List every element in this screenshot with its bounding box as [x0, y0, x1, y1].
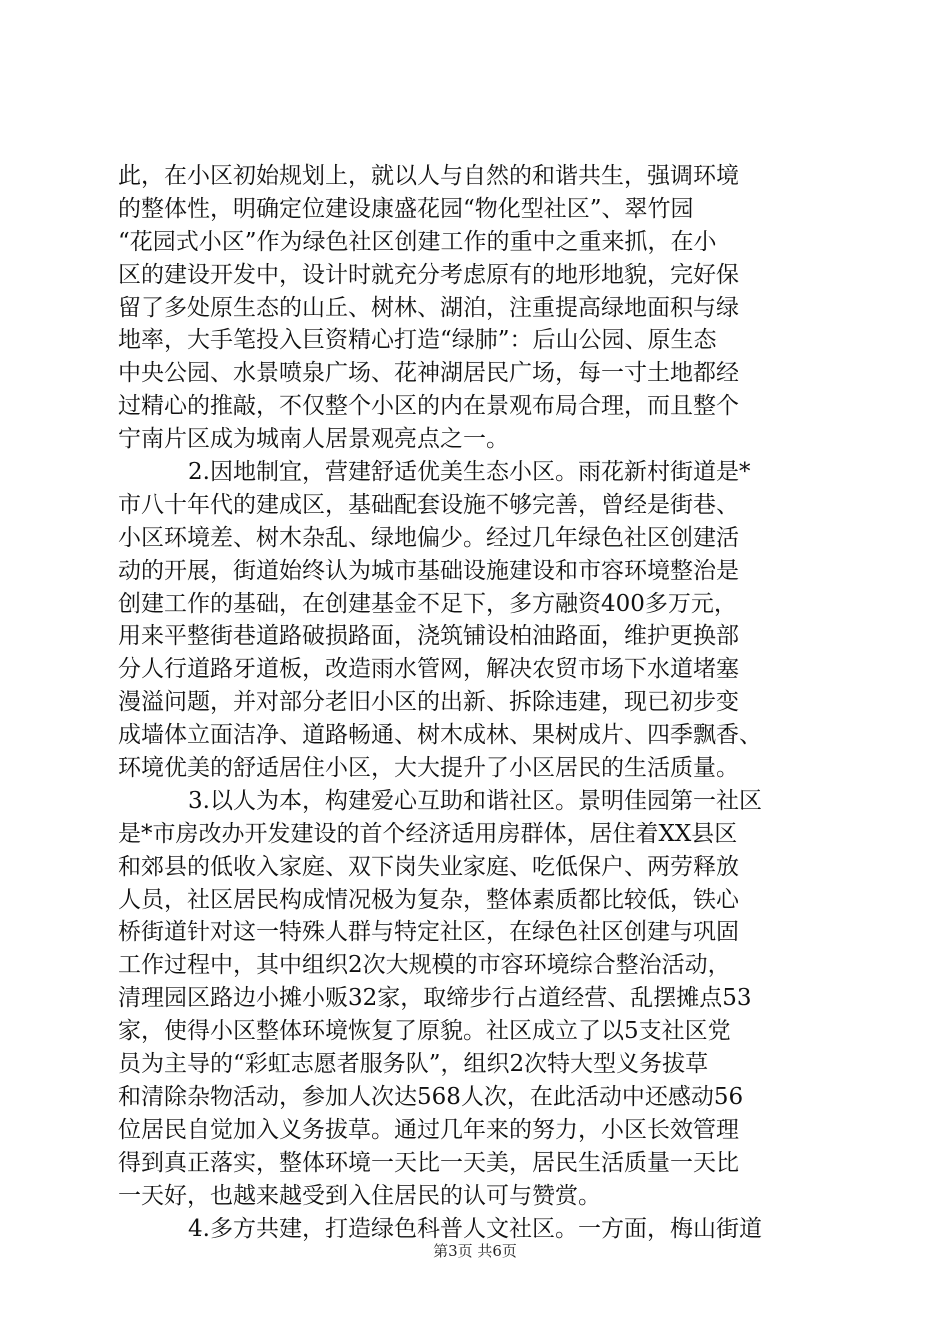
text-line: 动的开展，街道始终认为城市基础设施建设和市容环境整治是 — [118, 557, 739, 584]
text-line: 宁南片区成为城南人居景观亮点之一。 — [118, 426, 509, 453]
text-line: 清理园区路边小摊小贩32家，取缔步行占道经营、乱摆摊点53 — [118, 985, 752, 1012]
text-line: 工作过程中，其中组织2次大规模的市容环境综合整治活动， — [118, 952, 731, 979]
text-line: 创建工作的基础，在创建基金不足下，多方融资400多万元， — [118, 590, 737, 617]
text-line: 员为主导的“彩虹志愿者服务队”，组织2次特大型义务拔草 — [118, 1051, 709, 1078]
text-line: 4.多方共建，打造绿色科普人文社区。一方面，梅山街道 — [188, 1215, 762, 1242]
text-line: 和清除杂物活动，参加人次达568人次，在此活动中还感动56 — [118, 1083, 744, 1110]
text-line: 市八十年代的建成区，基础配套设施不够完善，曾经是街巷、 — [118, 491, 739, 518]
text-line: 3.以人为本，构建爱心互助和谐社区。景明佳园第一社区 — [188, 787, 762, 814]
text-line: 分人行道路牙道板，改造雨水管网，解决农贸市场下水道堵塞 — [118, 656, 739, 683]
text-line: 区的建设开发中，设计时就充分考虑原有的地形地貌，完好保 — [118, 261, 739, 288]
text-line: 2.因地制宜，营建舒适优美生态小区。雨花新村街道是* — [188, 459, 751, 486]
text-line: 留了多处原生态的山丘、树林、湖泊，注重提高绿地面积与绿 — [118, 294, 739, 321]
text-line: 得到真正落实，整体环境一天比一天美，居民生活质量一天比 — [118, 1149, 739, 1176]
text-line: 过精心的推敲，不仅整个小区的内在景观布局合理，而且整个 — [118, 393, 739, 420]
text-line: 是*市房改办开发建设的首个经济适用房群体，居住着XX县区 — [118, 820, 738, 847]
text-line: 家，使得小区整体环境恢复了原貌。社区成立了以5支社区党 — [118, 1018, 731, 1045]
text-line: 一天好，也越来越受到入住居民的认可与赞赏。 — [118, 1182, 601, 1209]
text-line: 用来平整街巷道路破损路面，浇筑铺设柏油路面，维护更换部 — [118, 623, 739, 650]
text-line: 成墙体立面洁净、道路畅通、树木成林、果树成片、四季飘香、 — [118, 722, 762, 749]
text-line: 环境优美的舒适居住小区，大大提升了小区居民的生活质量。 — [118, 755, 739, 782]
text-line: “花园式小区”作为绿色社区创建工作的重中之重来抓，在小 — [118, 228, 717, 255]
text-line: 人员，社区居民构成情况极为复杂，整体素质都比较低，铁心 — [118, 886, 739, 913]
text-line: 桥街道针对这一特殊人群与特定社区，在绿色社区创建与巩固 — [118, 919, 739, 946]
text-line: 此，在小区初始规划上，就以人与自然的和谐共生，强调环境 — [118, 163, 739, 189]
text-line: 中央公园、水景喷泉广场、花神湖居民广场，每一寸土地都经 — [118, 360, 739, 387]
text-line: 漫溢问题，并对部分老旧小区的出新、拆除违建，现已初步变 — [118, 689, 739, 716]
text-line: 的整体性，明确定位建设康盛花园“物化型社区”、翠竹园 — [118, 195, 694, 222]
text-line: 小区环境差、树木杂乱、绿地偏少。经过几年绿色社区创建活 — [118, 524, 739, 551]
text-line: 位居民自觉加入义务拔草。通过几年来的努力，小区长效管理 — [118, 1116, 739, 1143]
page-footer: 第3页 共6页 — [433, 1242, 517, 1260]
document-body — [118, 160, 838, 1245]
text-line: 地率，大手笔投入巨资精心打造“绿肺”：后山公园、原生态 — [118, 327, 717, 354]
text-line: 和郊县的低收入家庭、双下岗失业家庭、吃低保户、两劳释放 — [118, 853, 739, 880]
